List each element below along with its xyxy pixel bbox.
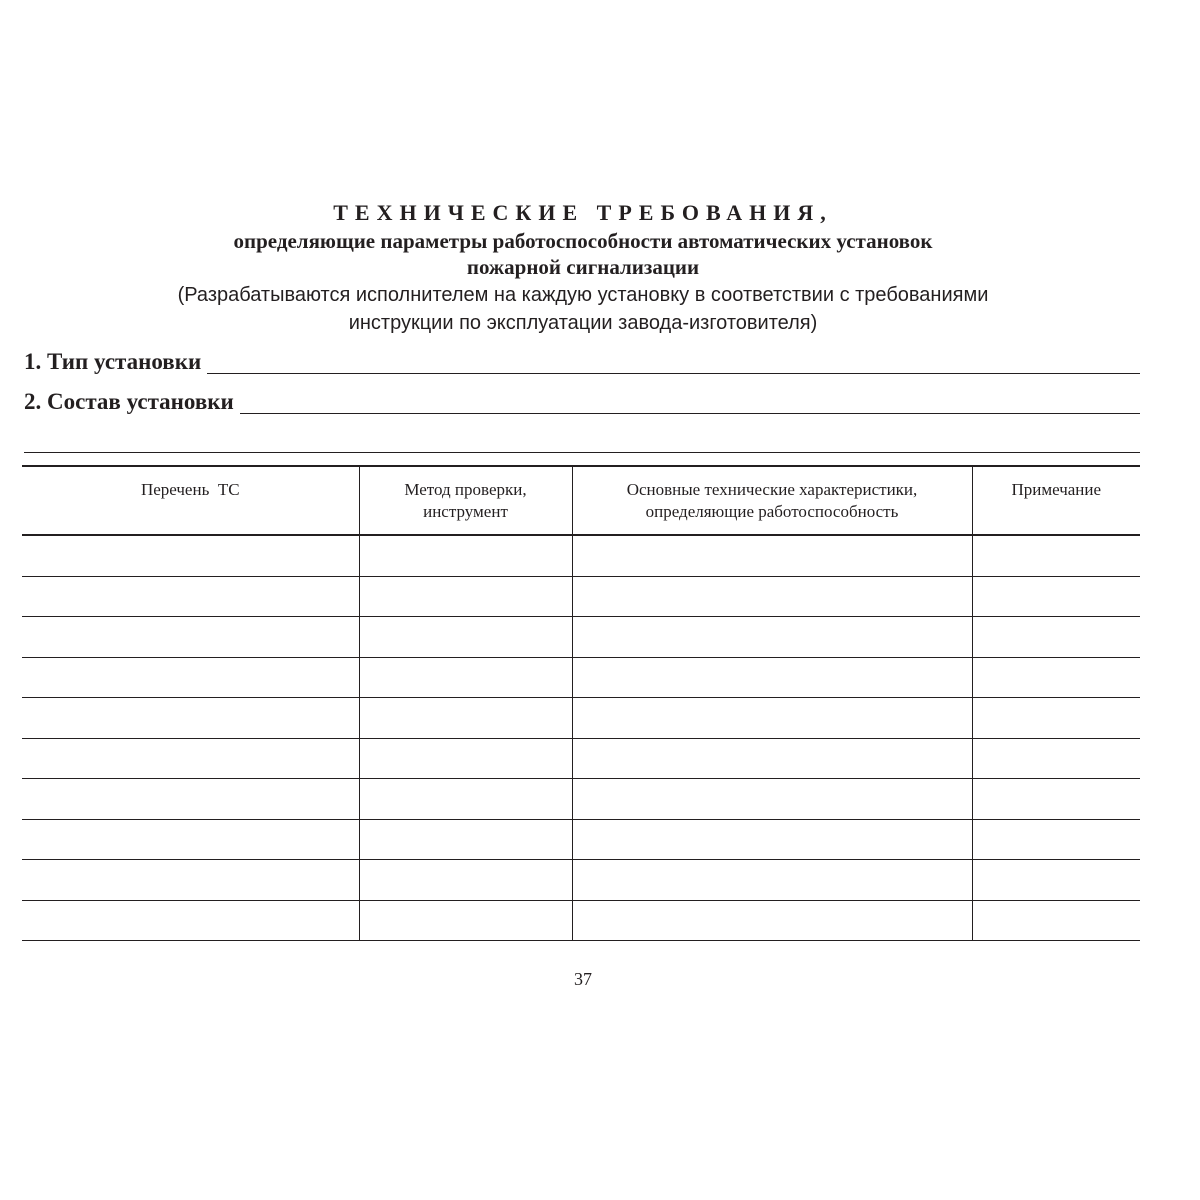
table-cell[interactable]: [572, 900, 972, 941]
table-cell[interactable]: [572, 738, 972, 779]
composition-continuation-line[interactable]: [24, 452, 1140, 453]
table-cell[interactable]: [359, 617, 572, 658]
table-cell[interactable]: [972, 900, 1140, 941]
table-cell[interactable]: [572, 860, 972, 901]
table-row: [22, 738, 1140, 779]
table-cell[interactable]: [22, 738, 359, 779]
installation-type-blank-line[interactable]: [207, 373, 1140, 374]
table-row: [22, 819, 1140, 860]
table-cell[interactable]: [572, 819, 972, 860]
table-cell[interactable]: [22, 535, 359, 576]
table-cell[interactable]: [972, 860, 1140, 901]
table-row: [22, 860, 1140, 901]
table-cell[interactable]: [572, 698, 972, 739]
table-row: [22, 535, 1140, 576]
table-cell[interactable]: [972, 738, 1140, 779]
installation-composition-label: 2. Состав установки: [24, 389, 234, 414]
table-header-row: [22, 466, 1140, 535]
table-cell[interactable]: [22, 860, 359, 901]
table-body: [22, 535, 1140, 941]
table-cell[interactable]: [572, 576, 972, 617]
table-row: [22, 576, 1140, 617]
table-cell[interactable]: [22, 657, 359, 698]
document-subtitle-line-1: определяющие параметры работоспособности автоматических установок: [233, 229, 933, 253]
page-number: 37: [574, 969, 592, 989]
table-cell[interactable]: [572, 657, 972, 698]
table-cell[interactable]: [972, 535, 1140, 576]
column-header-characteristics: [572, 466, 972, 535]
document-note-line-1: (Разрабатываются исполнителем на каждую установку в соответствии с требованиями: [177, 284, 989, 306]
installation-type-label: 1. Тип установки: [24, 349, 202, 374]
document-subtitle-line-2: пожарной сигнализации: [466, 255, 700, 279]
column-header-tc-list: [22, 466, 359, 535]
table-cell[interactable]: [359, 576, 572, 617]
table-cell[interactable]: [22, 617, 359, 658]
table-cell[interactable]: [972, 779, 1140, 820]
table-cell[interactable]: [572, 779, 972, 820]
table-cell[interactable]: [359, 657, 572, 698]
document-note-line-2: инструкции по эксплуатации завода-изготовителя): [348, 312, 818, 334]
column-header-line: Метод проверки,: [404, 480, 527, 499]
table-cell[interactable]: [972, 819, 1140, 860]
table-row: [22, 657, 1140, 698]
table-cell[interactable]: [22, 698, 359, 739]
column-header-line: определяющие работоспособность: [645, 502, 899, 521]
table-cell[interactable]: [22, 900, 359, 941]
table-cell[interactable]: [972, 657, 1140, 698]
document-title: ТЕХНИЧЕСКИЕ ТРЕБОВАНИЯ,: [333, 200, 833, 225]
table-cell[interactable]: [572, 535, 972, 576]
column-header-remarks: [972, 466, 1140, 535]
installation-type-field: [24, 347, 1140, 377]
table-cell[interactable]: [972, 576, 1140, 617]
document-header: [0, 198, 1166, 336]
installation-composition-blank-line[interactable]: [240, 413, 1140, 414]
column-header-line: Примечание: [1011, 480, 1102, 499]
table-cell[interactable]: [359, 860, 572, 901]
column-header-line: Основные технические характеристики,: [626, 480, 918, 499]
table-row: [22, 698, 1140, 739]
installation-composition-field: [24, 387, 1140, 417]
table-cell[interactable]: [359, 779, 572, 820]
table-cell[interactable]: [972, 617, 1140, 658]
table-cell[interactable]: [22, 819, 359, 860]
requirements-table: [22, 465, 1140, 941]
table-cell[interactable]: [359, 819, 572, 860]
column-header-line: инструмент: [423, 502, 508, 521]
table-row: [22, 779, 1140, 820]
table-cell[interactable]: [22, 779, 359, 820]
table-cell[interactable]: [359, 698, 572, 739]
table-row: [22, 900, 1140, 941]
table-cell[interactable]: [572, 617, 972, 658]
table-row: [22, 617, 1140, 658]
table-cell[interactable]: [359, 535, 572, 576]
column-header-line: Перечень ТС: [140, 480, 240, 499]
column-header-check-method: [359, 466, 572, 535]
table-cell[interactable]: [359, 900, 572, 941]
table-cell[interactable]: [972, 698, 1140, 739]
table-cell[interactable]: [359, 738, 572, 779]
table-cell[interactable]: [22, 576, 359, 617]
